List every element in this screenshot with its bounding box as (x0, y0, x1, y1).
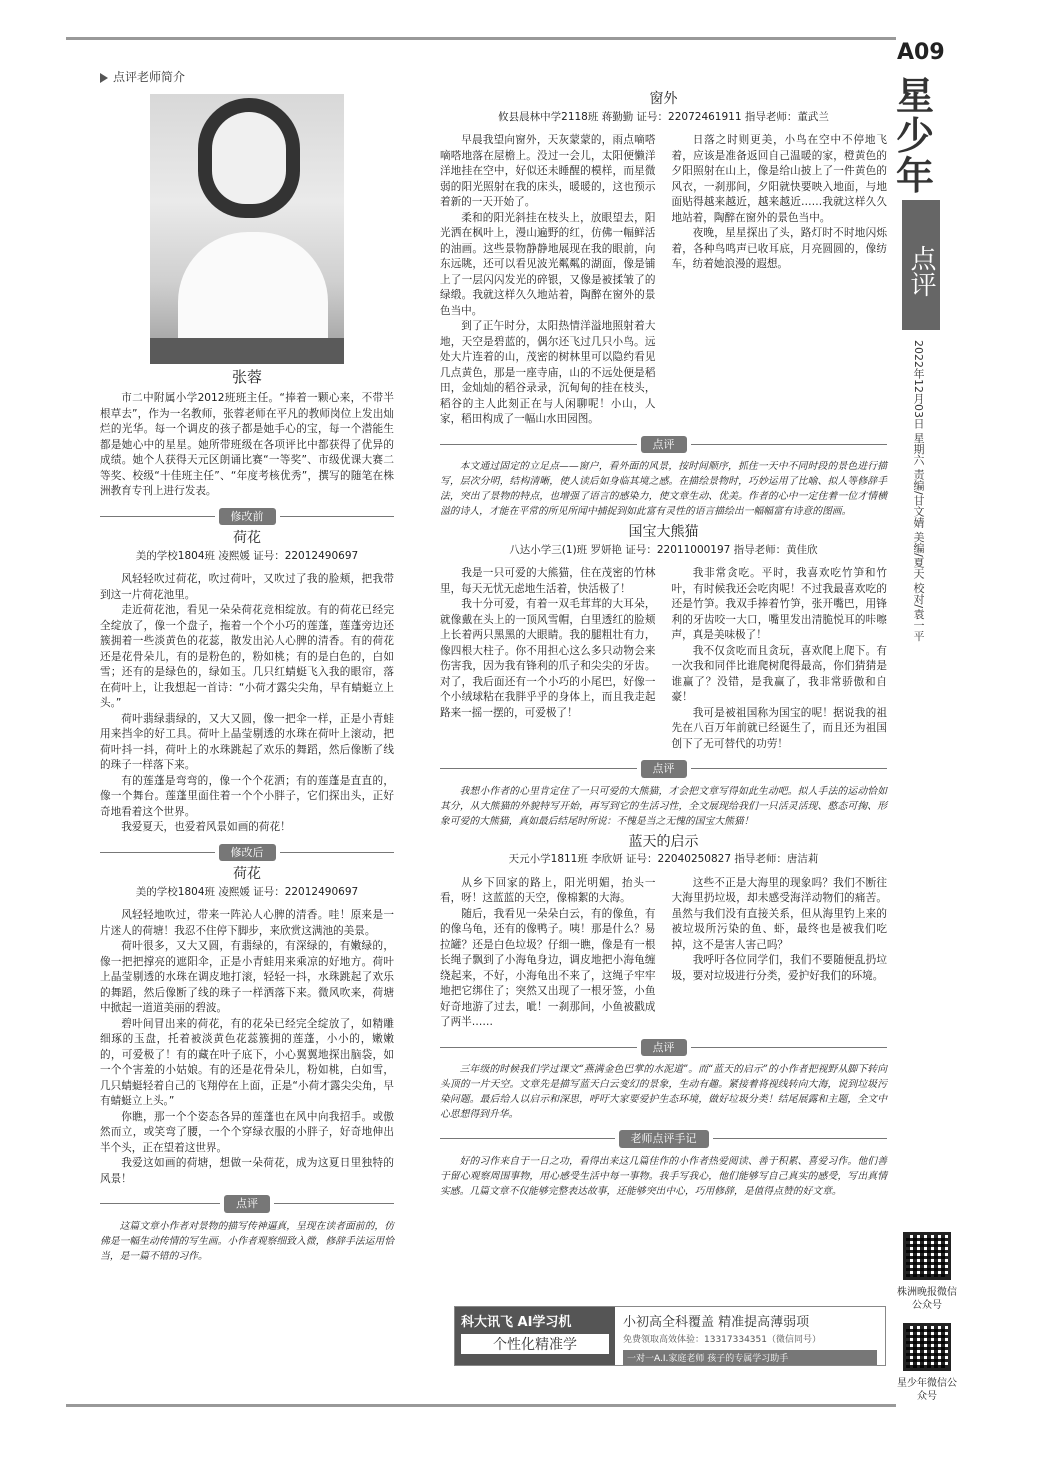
paragraph: 荷叶很多，又大又圆，有翡绿的，有深绿的，有嫩绿的，像一把把撑亮的遮阳伞，正是小青蛙用来乘凉的好地方。荷叶上晶莹剔透的水珠在调皮地打滚，轻轻一抖，水珠跳起了欢乐的舞蹈，然后像断了线的珠子一样洒落下来。微风吹来，荷塘中掀起一道道美丽的碧波。 (100, 940, 394, 1014)
article-2-info: 八达小学三(1)班 罗妍艳 证号：22011000197 指导老师：黄佳欣 (509, 543, 818, 556)
bottom-rule (66, 1404, 896, 1407)
before-title: 荷花 (233, 530, 261, 546)
paragraph: 我呼吁各位同学们，我们不要随便乱扔垃圾，要对垃圾进行分类，爱护好我们的环境。 (671, 954, 887, 982)
paragraph: 夜晚，星星探出了头，路灯时不时地闪烁着，各种鸟鸣声已收耳底，月亮圆圆的，像纺车，纺着她浪漫的遐想。 (671, 227, 887, 270)
article-2-body (440, 566, 887, 752)
paragraph: 有的莲蓬是弯弯的，像一个个花洒；有的莲蓬是直直的，像一个舞台。莲蓬里面住着一个个小胖子，它们探出头，正好奇地看着这个世界。 (100, 774, 394, 818)
paragraph: 我可是被祖国称为国宝的呢！据说我的祖先在八百万年前就已经诞生了，而且还为祖国创下了无可替代的功劳！ (671, 706, 887, 750)
paragraph: 日落之时则更美，小鸟在空中不停地飞着，应该是准备返回自己温暖的家，橙黄色的夕阳照射在山上，像是给山披上了一件黄色的风衣，一刹那间，夕阳就快要映入地面，与地面贴得越来越近，越来越近……我就这样久久地站着，陶醉在窗外的景色当中。 (671, 134, 887, 224)
teacher-portrait (150, 94, 344, 364)
article-3-title: 蓝天的启示 (628, 833, 699, 850)
summary-divider: 老师点评手记 (440, 1130, 887, 1148)
paragraph: 我是一只可爱的大熊猫，住在茂密的竹林里，每天无忧无虑地生活着，快活极了！ (440, 567, 656, 595)
a3-comment-divider: 点评 (440, 1039, 887, 1057)
qr-code-icon[interactable] (903, 1323, 951, 1371)
ad-headline: 小初高全科覆盖 精准提高薄弱项 (623, 1315, 810, 1330)
middle-column (440, 88, 887, 1199)
ad-phone: 免费领取高效体验：13317334351（微信同号） (623, 1335, 821, 1345)
ad-bottom: 一对一A.I.家庭老师 孩子的专属学习助手 (623, 1350, 877, 1365)
qr-label: 株洲晚报微信公众号 (897, 1287, 957, 1311)
article-3-info: 天元小学1811班 李欣妍 证号：22040250827 指导老师：唐洁莉 (508, 853, 819, 865)
paragraph: 走近荷花池，看见一朵朵荷花竞相绽放。有的荷花已经完全绽放了，像一个盘子，拖着一个个小巧的莲蓬，莲蓬旁边还簇拥着一些淡黄色的花蕊，散发出沁人心脾的清香。有的荷花还是花骨朵儿，有的是粉色的，粉如桃；有的是白色的，白如雪；还有的是绿色的，绿如玉。几只红蜻蜓飞入我的眼帘，落在荷叶上，让我想起一首诗：“小荷才露尖尖角，早有蜻蜓立上头。” (100, 604, 394, 709)
a2-comment-divider: 点评 (440, 760, 887, 778)
article-1-info: 攸县晨林中学2118班 蒋勤勤 证号：22072461911 指导老师：董武兰 (498, 110, 829, 123)
profile-label: 点评老师简介 (100, 70, 394, 86)
paragraph: 我非常贪吃。平时，我喜欢吃竹笋和竹叶，有时候我还会吃肉呢！不过我最喜欢吃的还是竹笋。我双手捧着竹笋，张开嘴巴，用锋利的牙齿咬一大口，嘴里发出清脆悦耳的咔嚓声，真是美味极了！ (671, 567, 887, 641)
paragraph: 到了正午时分，太阳热情洋溢地照射着大地，天空是碧蓝的，偶尔还飞过几只小鸟。远处大片连着的山，茂密的树林里可以隐约看见几点黄色，那是一座寺庙，山的不远处便是稻田，金灿灿的稻谷录录，沉甸甸的挂在枝头，稻谷的主人此刻正在与人闲聊呢！小山，人家，稻田构成了一幅山水田园图。 (440, 320, 656, 425)
summary-text: 好的习作来自于一日之功，看得出来这几篇佳作的小作者热爱阅读、善于积累、喜爱习作。他们善于留心观察周围事物，用心感受生活中每一事物。我手写我心，他们能够写自己真实的感受，写出真情实感。几篇文章不仅能够完整表达故事，还能够突出中心，巧用修辞，是值得点赞的好文章。 (440, 1155, 887, 1197)
page-number: A09 (897, 40, 945, 65)
left-comment: 这篇文章小作者对景物的描写传神逼真，呈现在读者面前的，仿佛是一幅生动传情的写生画。小作者观察细致入微，修辞手法运用恰当，是一篇不错的习作。 (100, 1220, 394, 1262)
left-comment-divider: 点评 (100, 1195, 394, 1213)
left-column (100, 70, 394, 1264)
paragraph: 风轻轻地吹过，带来一阵沁人心脾的清香。哇！原来是一片迷人的荷塘！我忍不住停下脚步，来欣赏这满池的美景。 (100, 909, 394, 937)
paragraph: 柔和的阳光斜挂在枝头上，放眼望去，阳光洒在枫叶上，漫山遍野的红，仿佛一幅鲜活的油画。这些景物静静地展现在我的眼前，向东远眺，还可以看见波光粼粼的湖面，像是铺上了一层闪闪发光的碎银，又像是被揉皱了的绿缎。我就这样久久地站着，陶醉在窗外的景色当中。 (440, 211, 656, 317)
before-divider: 修改前 (100, 508, 394, 526)
article-1-body (440, 133, 887, 428)
advertisement[interactable] (454, 1306, 886, 1366)
article-1-title: 窗外 (649, 91, 678, 107)
article-2-comment: 我想小作者的心里肯定住了一只可爱的大熊猫，才会把文章写得如此生动吧。拟人手法的运动恰如其分，从大熊猫的外貌特写开始，再写到它的生活习性，全文展现给我们一只活灵活现、憨态可掬、形象可爱的大熊猫，真如最后结尾时所说：不愧是当之无愧的国宝大熊猫！ (440, 785, 887, 827)
before-info: 美的学校1804班 凌熙媛 证号：22012490697 (135, 549, 359, 562)
article-3-body (440, 876, 887, 1031)
paragraph: 我十分可爱，有着一双毛茸茸的大耳朵，就像戴在头上的一顶风雪帽，白里透红的脸颊上长着两只黑黑的大眼睛。我的腿粗壮有力，像四根大柱子。你不用担心这么多只动物会来伤害我，因为我有锋利的爪子和尖尖的牙齿。对了，我后面还有一个小巧的小尾巴，好像一个小绒球粘在我胖乎乎的身体上，而且我走起路来一摇一摆的，可爱极了！ (440, 598, 656, 719)
after-title: 荷花 (233, 866, 261, 882)
after-info: 美的学校1804班 凌熙媛 证号：22012490697 (135, 885, 359, 898)
paragraph: 从乡下回家的路上，阳光明媚，抬头一看，呀！这蓝蓝的天空，像棉絮的大海。 (440, 876, 656, 904)
qr-code-icon[interactable] (903, 1232, 951, 1280)
top-rule (66, 37, 896, 40)
paragraph: 早晨我望向窗外，天灰蒙蒙的，雨点嘀嗒嘀嗒地落在屋檐上。没过一会儿，太阳便懒洋洋地挂在空中，好似还未睡醒的模样，而星微弱的阳光照射在我的床头，暖暖的，这也预示着新的一天开始了。 (440, 134, 656, 208)
paragraph: 你瞧，那一个个姿态各异的莲蓬也在风中向我招手。或傲然而立，或笑弯了腰，一个个穿绿衣服的小胖子，好奇地伸出半个头，正在望着这世界。 (100, 1110, 394, 1154)
paragraph: 风轻轻吹过荷花，吹过荷叶，又吹过了我的脸颊，把我带到这一片荷花池里。 (100, 573, 394, 601)
triangle-icon (100, 73, 108, 83)
paragraph: 荷叶翡绿翡绿的，又大又圆，像一把伞一样，正是小青蛙用来挡伞的好工具。荷叶上晶莹剔透的水珠在荷叶上滚动，把荷叶抖一抖，荷叶上的水珠跳起了欢乐的舞蹈，然后像断了线的珠子一样落下来。 (100, 712, 394, 771)
paragraph: 我爱夏天，也爱着风景如画的荷花！ (121, 821, 291, 833)
paragraph: 这些不正是大海里的现象吗？我们不断往大海里扔垃圾，却未感受海洋动物们的痛苦。虽然与我们没有直接关系，但从海里钓上来的被垃圾所污染的鱼、虾，最终也是被我们吃掉，这不是害人害己吗？ (671, 876, 887, 951)
a1-comment-divider: 点评 (440, 436, 887, 454)
brand-logo: 星少年 (896, 74, 935, 198)
section-banner: 点评 (902, 200, 940, 330)
qr-label: 星少年微信公众号 (897, 1378, 957, 1402)
article-1-comment: 本文通过固定的立足点——窗户，看外面的风景，按时间顺序，抓住一天中不同时段的景色进行描写，层次分明，结构清晰，使人读后如身临其境之感。在描绘景物时，巧妙运用了比喻、拟人等修辞手法，突出了景物的特点，也增强了语言的感染力，使文章生动、优美。作者的心中一定住着一位才情横溢的诗人，才能在平常的所见所闻中捕捉到如此富有灵性的语言描绘出一幅幅富有诗意的图画。 (440, 461, 887, 517)
article-3-comment: 三年级的时候我们学过课文“燕满金色巴掌的水泥道”。而“蓝天的启示”的小作者把视野从脚下转向头顶的一片天空。文章先是描写蓝天白云变幻的景象，生动有趣。紧接着将视线转向大海，说到垃圾污染问题。最后给人以启示和深思，呼吁大家要爱护生态环境，做好垃圾分类！结尾展露和主题，全文中心思想得到升华。 (440, 1064, 887, 1120)
paragraph: 我不仅贪吃而且贪玩，喜欢爬上爬下。有一次我和同伴比谁爬树爬得最高，你们猜猜是谁赢了？没错，是我赢了，我非常骄傲和自豪！ (671, 644, 887, 703)
paragraph: 我爱这如画的荷塘，想做一朵荷花，成为这夏日里独特的风景！ (100, 1157, 394, 1185)
teacher-name: 张蓉 (231, 367, 262, 386)
paragraph: 随后，我看见一朵朵白云，有的像鱼，有的像乌龟，还有的像鸭子。咦！那是什么？易拉罐？还是白色垃圾？仔细一瞧，像是有一根长绳子飘到了小海龟身边，调皮地把小海龟缠绕起来，不好，小海龟出不来了，这绳子牢牢地把它绑住了；突然又出现了一根牙签，小鱼好奇地游了过去，呲！一刹那间，小鱼被戳成了两半…… (440, 907, 656, 1028)
teacher-bio: 市二中附属小学2012班班主任。“捧着一颗心来，不带半根草去”，作为一名教师，张蓉老师在平凡的教师岗位上发出灿烂的光华。每一个调皮的孩子都是她手心的宝，每一个潜能生都是她心中的星星。她所带班级在各项评比中都获得了优异的成绩。她个人获得天元区朗诵比赛“一等奖”、市级优课大赛二等奖、校级“十佳班主任”、“年度考核优秀”，撰写的随笔在株洲教育专刊上进行发表。 (100, 392, 394, 497)
article-2-title: 国宝大熊猫 (628, 524, 699, 540)
paragraph: 碧叶间冒出来的荷花，有的花朵已经完全绽放了，如精雕细琢的玉盘，托着被淡黄色花蕊簇拥的莲蓬，小小的，嫩嫩的，可爱极了！有的藏在叶子底下，小心翼翼地探出脑袋，如一个个害羞的小姑娘。有的还是花骨朵儿，粉如桃，白如雪，几只蜻蜓轻着自己的飞翔停在上面，正是“小荷才露尖尖角，早有蜻蜓立上头。” (100, 1017, 394, 1107)
ad-logo: 科大讯飞 AI学习机 个性化精准学 (455, 1307, 615, 1365)
date-info: 2022年12月03日 星期六 责编/甘文婧 美编/夏天 校对/袁一平 (912, 340, 925, 642)
after-divider: 修改后 (100, 844, 394, 862)
